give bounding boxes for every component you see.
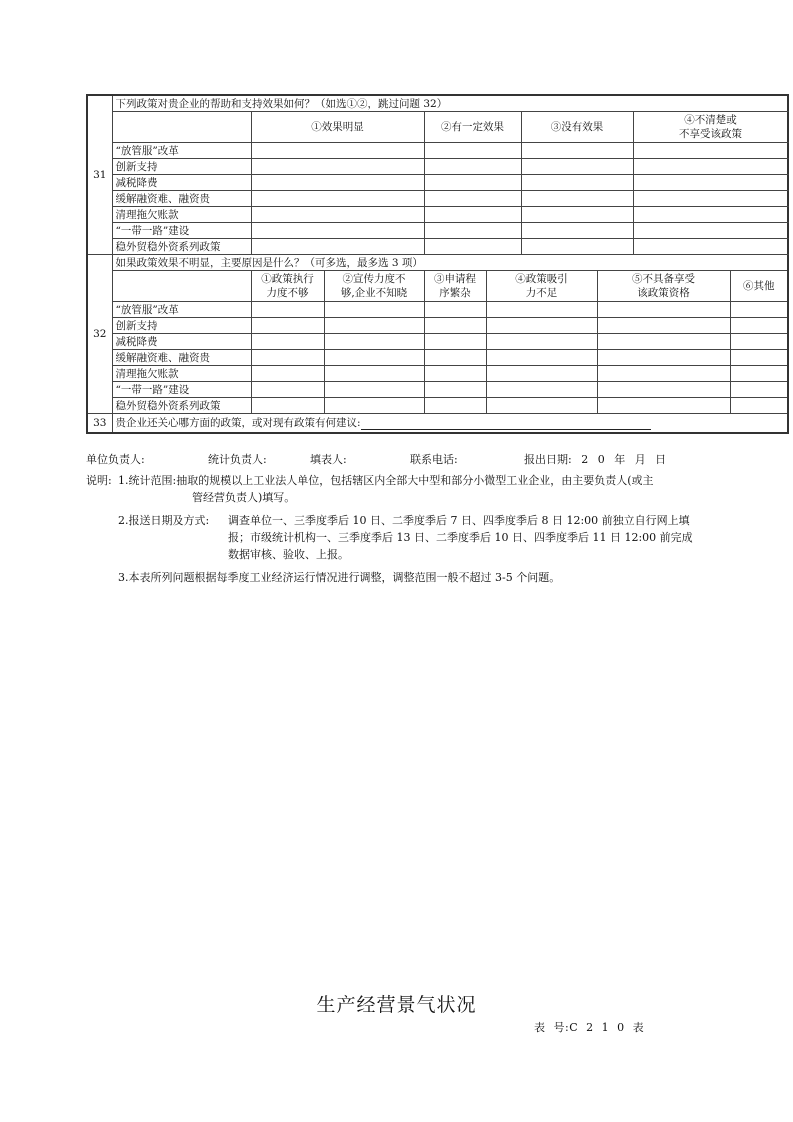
q32-question-row [87,255,788,271]
q31-row-label: 清理拖欠账款 [112,207,251,223]
q32-number: 32 [87,255,112,414]
q31-question-row [87,95,788,112]
q32-cell[interactable] [424,318,486,334]
q31-cell[interactable] [251,239,424,255]
q31-cell[interactable] [633,159,788,175]
q32-cell[interactable] [251,334,324,350]
note-2-label: 2.报送日期及方式: [118,514,210,527]
q32-question-text: 如果政策效果不明显，主要原因是什么？（可多选，最多选 3 项） [112,255,788,271]
q32-row-label: 清理拖欠账款 [112,366,251,382]
note-2-line-1: 调查单位一、三季度季后 10 日、二季度季后 7 日、四季度季后 8 日 12:00 前独立自行网上填 [228,514,690,527]
q32-cell[interactable] [730,350,788,366]
q31-number: 31 [87,95,112,255]
q31-cell[interactable] [521,207,633,223]
q31-row [87,223,788,239]
q32-cell[interactable] [597,334,730,350]
q32-option-4: ④政策吸引 力不足 [486,271,597,302]
q31-options-header [87,112,788,143]
q31-cell[interactable] [424,191,521,207]
q32-cell[interactable] [597,366,730,382]
q32-cell[interactable] [486,366,597,382]
q31-cell[interactable] [251,207,424,223]
q31-cell[interactable] [424,207,521,223]
q32-row [87,302,788,318]
q32-option-2: ②宣传力度不 够,企业不知晓 [324,271,424,302]
q32-cell[interactable] [251,398,324,414]
q32-cell[interactable] [730,382,788,398]
q33-answer-line[interactable] [361,417,651,430]
q32-cell[interactable] [424,350,486,366]
q32-cell[interactable] [597,350,730,366]
notes-section [86,472,726,586]
q31-row-label: “一带一路”建设 [112,223,251,239]
q31-cell[interactable] [521,191,633,207]
q31-cell[interactable] [633,223,788,239]
q31-cell[interactable] [633,143,788,159]
q32-row-label: 创新支持 [112,318,251,334]
q31-cell[interactable] [251,143,424,159]
q31-cell[interactable] [633,175,788,191]
q31-option-4: ④不清楚或 不享受该政策 [633,112,788,143]
q31-cell[interactable] [251,223,424,239]
note-3: 3.本表所列问题根据每季度工业经济运行情况进行调整，调整范围一般不超过 3-5 个问题。 [118,571,561,584]
q32-row [87,382,788,398]
q31-cell[interactable] [633,239,788,255]
q31-cell[interactable] [521,239,633,255]
q32-row [87,398,788,414]
q32-cell[interactable] [486,382,597,398]
q32-cell[interactable] [251,382,324,398]
q32-cell[interactable] [424,302,486,318]
q32-cell[interactable] [324,382,424,398]
q32-cell[interactable] [730,302,788,318]
q31-row [87,143,788,159]
q31-row [87,191,788,207]
form-number: 表 号:C 2 1 0 表 [534,1021,645,1034]
q32-row-label: 减税降费 [112,334,251,350]
q31-cell[interactable] [424,175,521,191]
note-1-label: 1.统计范围: [118,474,177,487]
note-1 [86,472,726,489]
q32-row-label: 稳外贸稳外资系列政策 [112,398,251,414]
q31-row-label: 创新支持 [112,159,251,175]
q32-cell[interactable] [424,382,486,398]
note-1-line-1: 抽取的规模以上工业法人单位，包括辖区内全部大中型和部分小微型工业企业，由主要负责人(或主 [176,474,654,487]
q31-cell[interactable] [521,159,633,175]
q31-cell[interactable] [633,207,788,223]
q32-option-1: ①政策执行 力度不够 [251,271,324,302]
q31-cell[interactable] [633,191,788,207]
q32-cell[interactable] [597,398,730,414]
q32-cell[interactable] [324,366,424,382]
filler-label: 填表人: [310,453,347,466]
q31-header-blank [112,112,251,143]
q31-cell[interactable] [251,159,424,175]
q32-cell[interactable] [424,334,486,350]
q32-row [87,350,788,366]
q31-cell[interactable] [424,239,521,255]
q32-cell[interactable] [597,302,730,318]
q32-cell[interactable] [486,398,597,414]
q31-row-label: 稳外贸稳外资系列政策 [112,239,251,255]
q32-row-label: 缓解融资难、融资贵 [112,350,251,366]
phone-label: 联系电话: [410,453,458,466]
q31-row-label: 减税降费 [112,175,251,191]
unit-head-label: 单位负责人: [86,453,145,466]
survey-table [86,94,789,434]
note-2-line-2: 报；市级统计机构一、三季度季后 13 日、二季度季后 10 日、四季度季后 11 日 12:00 前完成 [228,531,693,544]
q32-cell[interactable] [251,302,324,318]
q32-cell[interactable] [730,334,788,350]
q31-question-text: 下列政策对贵企业的帮助和支持效果如何？（如选①②，跳过问题 32） [112,95,788,112]
q32-options-header [87,271,788,302]
q32-cell[interactable] [324,350,424,366]
q31-row-label: “放管服”改革 [112,143,251,159]
q32-row [87,334,788,350]
q31-option-3: ③没有效果 [521,112,633,143]
q31-cell[interactable] [521,143,633,159]
note-2 [86,512,726,563]
q32-row [87,318,788,334]
q32-option-3: ③申请程 序繁杂 [424,271,486,302]
q33-row [87,414,788,434]
q31-row [87,159,788,175]
report-date-label: 报出日期: 2 0 年 月 日 [524,453,667,466]
stat-head-label: 统计负责人: [208,453,267,466]
q31-cell[interactable] [424,223,521,239]
signature-line [86,451,776,467]
q32-cell[interactable] [251,318,324,334]
q31-cell[interactable] [251,175,424,191]
q32-cell[interactable] [597,318,730,334]
notes-lead: 说明: [86,474,112,487]
q32-cell[interactable] [486,318,597,334]
q32-cell[interactable] [486,302,597,318]
q31-cell[interactable] [424,143,521,159]
q32-header-blank [112,271,251,302]
q31-option-2: ②有一定效果 [424,112,521,143]
q32-cell[interactable] [251,350,324,366]
q32-row-label: “放管服”改革 [112,302,251,318]
q31-cell[interactable] [521,223,633,239]
q32-cell[interactable] [730,366,788,382]
q32-row [87,366,788,382]
q31-cell[interactable] [521,175,633,191]
note-1-line-2: 管经营负责人)填写。 [192,491,296,504]
q32-cell[interactable] [730,398,788,414]
q32-cell[interactable] [324,318,424,334]
q32-cell[interactable] [324,302,424,318]
q31-row [87,239,788,255]
q32-cell[interactable] [324,398,424,414]
q31-cell[interactable] [251,191,424,207]
q33-number: 33 [87,414,112,434]
q33-question-text: 贵企业还关心哪方面的政策，或对现有政策有何建议: [115,417,361,429]
note-2-line-3: 数据审核、验收、上报。 [228,548,349,561]
q31-cell[interactable] [424,159,521,175]
q31-row [87,175,788,191]
q32-cell[interactable] [424,398,486,414]
q31-row [87,207,788,223]
q32-cell[interactable] [324,334,424,350]
page-title: 生产经营景气状况 [316,994,477,1016]
q31-option-1: ①效果明显 [251,112,424,143]
q32-cell[interactable] [730,318,788,334]
q31-row-label: 缓解融资难、融资贵 [112,191,251,207]
q32-cell[interactable] [424,366,486,382]
q32-cell[interactable] [486,350,597,366]
q32-row-label: “一带一路”建设 [112,382,251,398]
q32-cell[interactable] [251,366,324,382]
q33-question [112,414,788,434]
q32-cell[interactable] [486,334,597,350]
q32-option-6: ⑥其他 [730,271,788,302]
q32-option-5: ⑤不具备享受 该政策资格 [597,271,730,302]
q32-cell[interactable] [597,382,730,398]
